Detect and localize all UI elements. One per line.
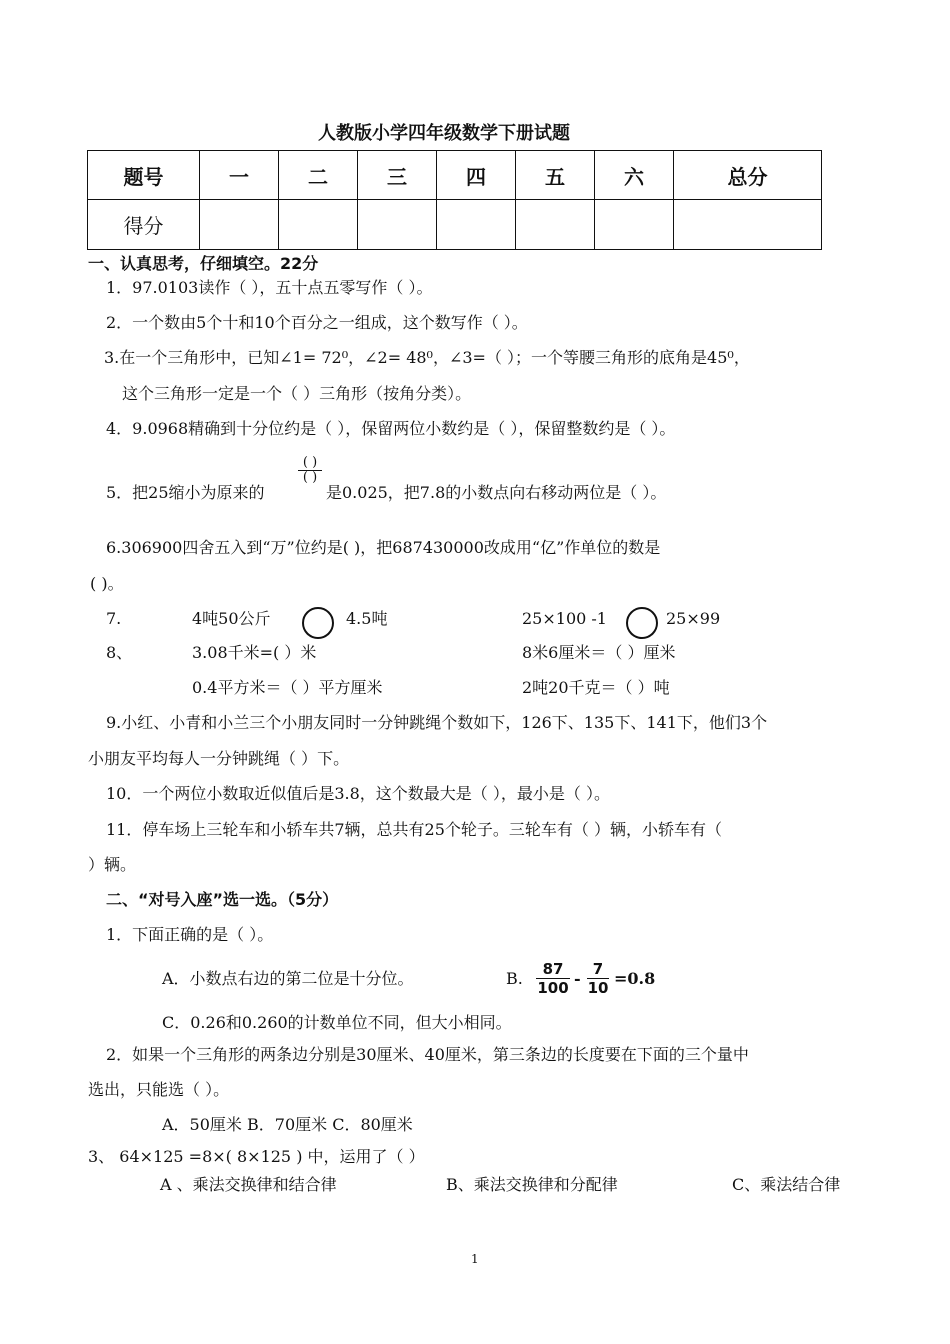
question-1-7-number: 7. — [106, 609, 122, 628]
option-2-1-a: A．小数点右边的第二位是十分位。 — [162, 969, 414, 988]
question-2-2-line1: 2．如果一个三角形的两条边分别是30厘米、40厘米，第三条边的长度要在下面的三个量中 — [106, 1045, 749, 1064]
conversion-c: 0.4平方米＝（ ）平方厘米 — [192, 678, 383, 697]
header-cell-4: 四 — [437, 151, 516, 200]
score-cell[interactable] — [358, 200, 437, 250]
header-cell-total: 总分 — [674, 151, 822, 200]
fraction-numerator: ( ) — [302, 455, 318, 470]
header-cell-5: 五 — [516, 151, 595, 200]
page-number: 1 — [471, 1252, 479, 1266]
header-cell-2: 二 — [279, 151, 358, 200]
header-cell-6: 六 — [595, 151, 674, 200]
compare-left-b: 25×100 -1 — [522, 609, 607, 628]
page-title: 人教版小学四年级数学下册试题 — [318, 123, 570, 144]
question-1-11-line1: 11．停车场上三轮车和小轿车共7辆，总共有25个轮子。三轮车有（ ）辆，小轿车有（ — [106, 820, 722, 839]
option-2-1-b-label: B. — [506, 969, 523, 988]
question-1-1: 1．97.0103读作（ ），五十点五零写作（ ）。 — [106, 278, 433, 297]
question-1-8-number: 8、 — [106, 643, 133, 662]
question-1-9-line1: 9.小红、小青和小兰三个小朋友同时一分钟跳绳个数如下，126下、135下、141下，他们3个 — [106, 713, 768, 732]
fraction-7-10 — [587, 960, 609, 997]
section2-heading: 二、“对号入座”选一选。（5分） — [106, 890, 339, 909]
header-cell-1: 一 — [200, 151, 279, 200]
option-2-3-b: B、乘法交换律和分配律 — [446, 1175, 618, 1194]
score-row-label: 得分 — [88, 200, 200, 250]
fraction-denominator: 10 — [587, 979, 609, 997]
question-1-3-line2: 这个三角形一定是一个（ ）三角形（按角分类）。 — [122, 384, 472, 403]
question-1-3-line1: 3.在一个三角形中，已知∠1= 72⁰，∠2= 48⁰，∠3=（ ）；一个等腰三角形的底角是45⁰， — [104, 348, 750, 367]
question-1-11-line2: ）辆。 — [88, 855, 137, 874]
question-1-10: 10．一个两位小数取近似值后是3.8，这个数最大是（ ），最小是（ ）。 — [106, 784, 610, 803]
header-cell-3: 三 — [358, 151, 437, 200]
compare-right-b: 25×99 — [666, 609, 721, 628]
score-cell[interactable] — [595, 200, 674, 250]
compare-right-a: 4.5吨 — [346, 609, 388, 628]
options-2-2: A．50厘米 B．70厘米 C．80厘米 — [162, 1115, 413, 1134]
score-cell[interactable] — [437, 200, 516, 250]
question-1-2: 2．一个数由5个十和10个百分之一组成，这个数写作（ ）。 — [106, 313, 528, 332]
question-2-2-line2: 选出，只能选（ ）。 — [88, 1080, 230, 1099]
option-2-1-b-result: =0.8 — [614, 969, 656, 988]
section1-heading: 一、认真思考，仔细填空。22分 — [88, 254, 319, 273]
score-cell-total[interactable] — [674, 200, 822, 250]
question-1-6-line2: ( )。 — [90, 574, 124, 593]
question-1-6-line1: 6.306900四舍五入到“万”位约是( )，把687430000改成用“亿”作单位的数是 — [106, 538, 661, 557]
blank-fraction — [298, 456, 322, 485]
compare-circle-1[interactable] — [302, 607, 334, 639]
score-cell[interactable] — [516, 200, 595, 250]
fraction-denominator: ( ) — [298, 470, 322, 485]
fraction-denominator: 100 — [537, 979, 569, 997]
question-1-4: 4．9.0968精确到十分位约是（ ），保留两位小数约是（ ），保留整数约是（ ）。 — [106, 419, 676, 438]
question-1-5-prefix: 5．把25缩小为原来的 — [106, 483, 265, 502]
question-1-5-suffix: 是0.025，把7.8的小数点向右移动两位是（ ）。 — [326, 483, 667, 502]
fraction-numerator: 87 — [542, 960, 564, 978]
header-cell-question-number: 题号 — [88, 151, 200, 200]
conversion-b: 8米6厘米＝（ ）厘米 — [522, 643, 676, 662]
question-2-1: 1．下面正确的是（ ）。 — [106, 925, 274, 944]
compare-left-a: 4吨50公斤 — [192, 609, 271, 628]
score-cell[interactable] — [279, 200, 358, 250]
option-2-3-c: C、乘法结合律 — [732, 1175, 841, 1194]
option-2-1-c: C．0.26和0.260的计数单位不同，但大小相同。 — [162, 1013, 512, 1032]
question-1-9-line2: 小朋友平均每人一分钟跳绳（ ）下。 — [88, 749, 350, 768]
compare-circle-2[interactable] — [626, 607, 658, 639]
question-2-3: 3、 64×125 =8×( 8×125 ) 中，运用了（ ） — [88, 1147, 425, 1166]
fraction-87-100 — [536, 960, 570, 997]
conversion-d: 2吨20千克＝（ ）吨 — [522, 678, 670, 697]
option-2-3-a: A 、乘法交换律和结合律 — [160, 1175, 337, 1194]
conversion-a: 3.08千米=( ）米 — [192, 643, 317, 662]
fraction-numerator: 7 — [592, 960, 604, 978]
minus-sign: - — [574, 969, 581, 988]
score-cell[interactable] — [200, 200, 279, 250]
score-table — [87, 150, 822, 250]
